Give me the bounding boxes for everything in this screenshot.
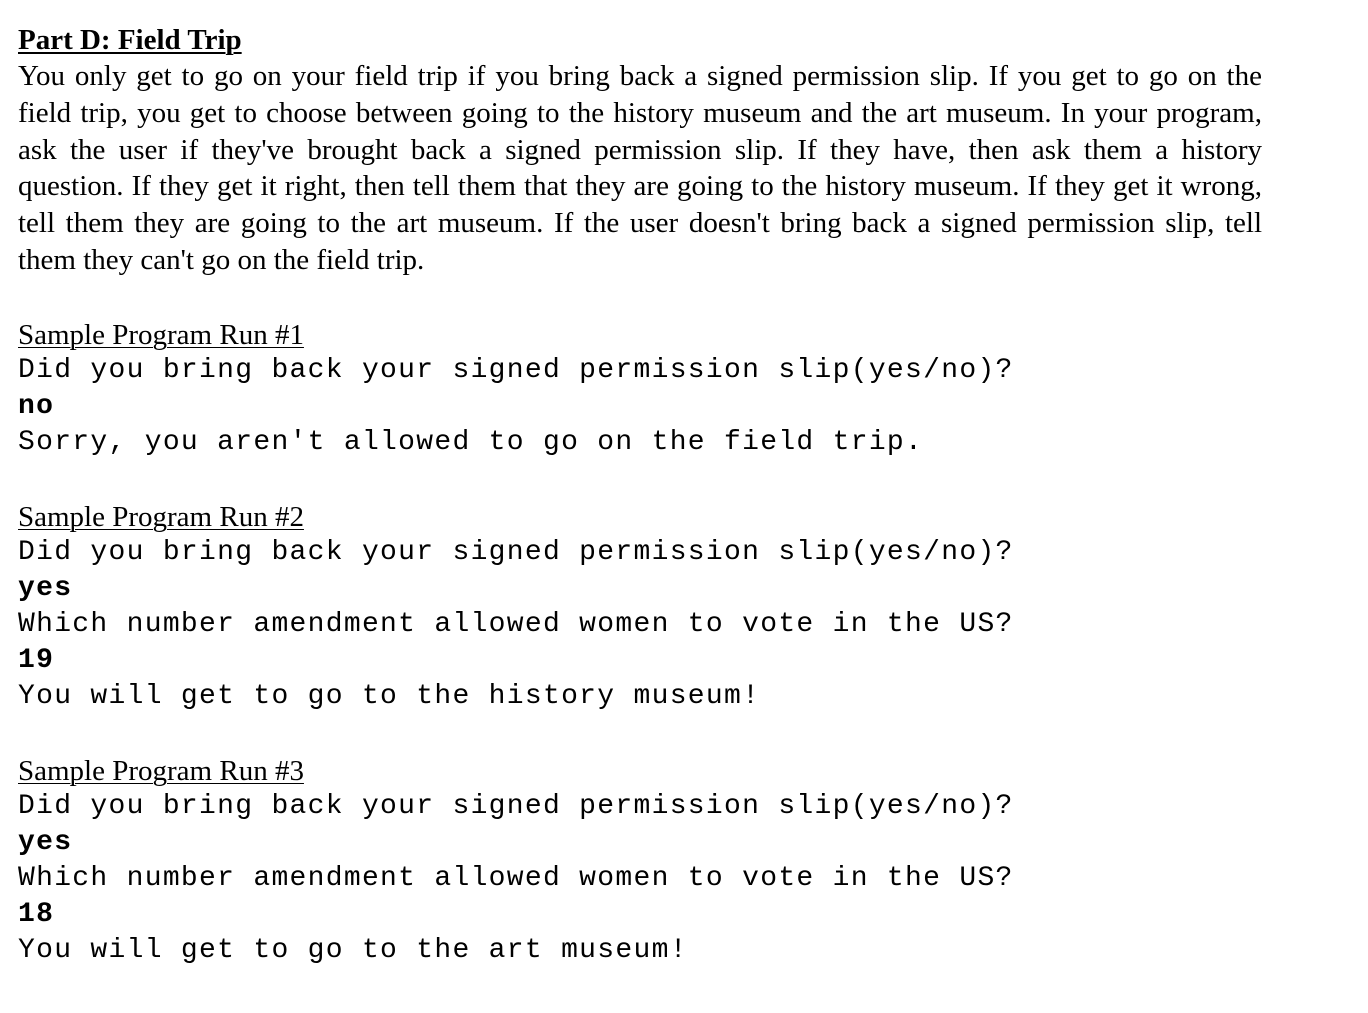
console-output-line: Which number amendment allowed women to vote in the US? — [18, 862, 1014, 894]
instructions-paragraph: You only get to go on your field trip if you bring back a signed permission slip. If you get to go on the field trip, you get to choose between going to the history museum and the art museum. In your program, ask the user if they've brought back a signed permission slip. If they have, then ask them a history question. If they get it right, then tell them that they are going to the history museum. If they get it wrong, tell them they are going to the art museum. If the user doesn't bring back a signed permission slip, tell them they can't go on the field trip. — [18, 60, 1262, 276]
sample-run-title: Sample Program Run #3 — [18, 754, 304, 787]
console-output-line: Did you bring back your signed permission slip(yes/no)? — [18, 790, 1014, 822]
document-page — [18, 22, 1262, 969]
console-output-line: Sorry, you aren't allowed to go on the field trip. — [18, 426, 924, 458]
console-output-line: Did you bring back your signed permission slip(yes/no)? — [18, 354, 1014, 386]
console-user-input: 19 — [18, 644, 55, 676]
console-output-line: Which number amendment allowed women to vote in the US? — [18, 608, 1014, 640]
console-user-input: yes — [18, 826, 73, 858]
sample-run-1 — [18, 317, 1262, 461]
sample-run-title: Sample Program Run #2 — [18, 500, 304, 533]
sample-run-title: Sample Program Run #1 — [18, 318, 304, 351]
sample-run-3 — [18, 753, 1262, 969]
console-output-line: Did you bring back your signed permission slip(yes/no)? — [18, 536, 1014, 568]
section-heading: Part D: Field Trip — [18, 24, 242, 56]
console-output-line: You will get to go to the art museum! — [18, 934, 688, 966]
sample-runs — [18, 317, 1262, 969]
sample-run-2 — [18, 499, 1262, 715]
console-user-input: yes — [18, 572, 73, 604]
console-output-line: You will get to go to the history museum! — [18, 680, 761, 712]
console-user-input: 18 — [18, 898, 55, 930]
console-user-input: no — [18, 390, 55, 422]
